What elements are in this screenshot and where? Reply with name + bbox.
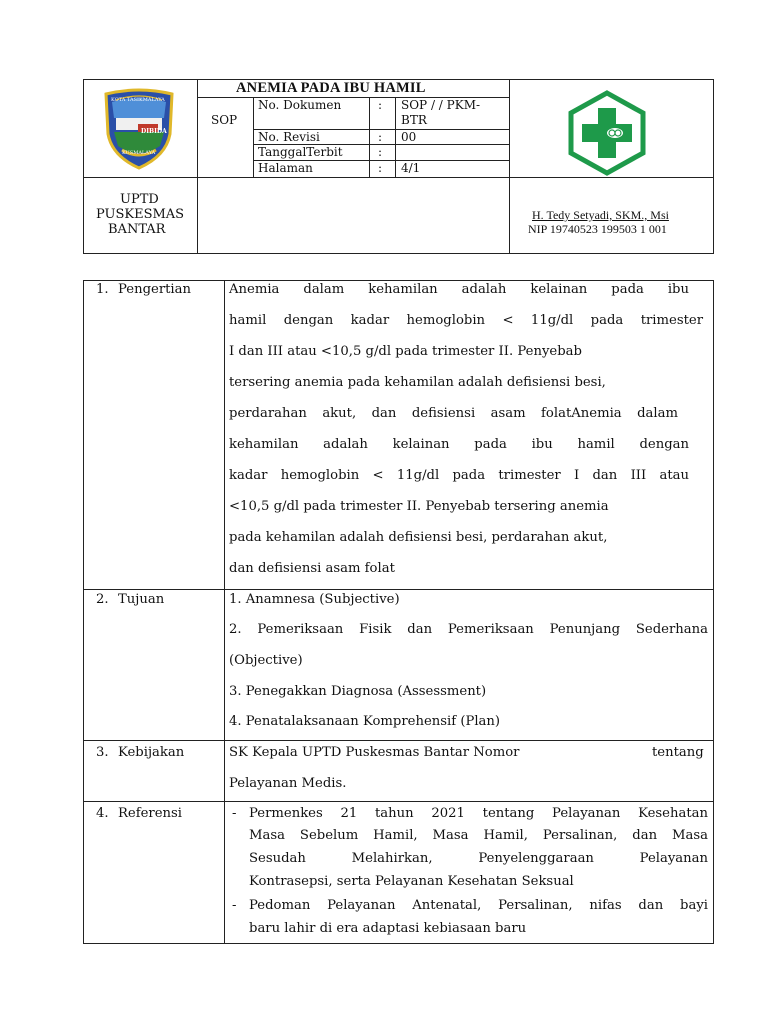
section-4-number: 4. <box>96 806 109 821</box>
paragraph-line: pada kehamilan adalah defisiensi besi, perdarahan akut, <box>229 530 608 545</box>
row-label-doc: No. Dokumen <box>258 98 342 112</box>
paragraph-line: dan defisiensi asam folat <box>229 561 395 576</box>
list-item: 1. Anamnesa (Subjective) <box>229 592 400 607</box>
signer-name: H. Tedy Setyadi, SKM., Msi <box>532 208 669 222</box>
row-label-halaman: Halaman <box>258 161 313 175</box>
list-item: (Objective) <box>229 653 303 668</box>
paragraph-line: <10,5 g/dl pada trimester II. Penyebab tersering anemia <box>229 499 609 514</box>
row-value-doc-line1: SOP / / PKM- <box>401 98 481 112</box>
reference-line: Permenkes 21 tahun 2021 tentang Pelayanan Kesehatan <box>249 806 708 821</box>
crest-mid-text: DIBIDA <box>141 128 167 135</box>
row-colon-halaman: : <box>378 161 383 175</box>
section-2-number: 2. <box>96 592 109 607</box>
reference-line: Masa Sebelum Hamil, Masa Hamil, Persalinan, dan Masa <box>249 828 708 843</box>
paragraph-line: kehamilan adalah kelainan pada ibu hamil dengan <box>229 437 689 452</box>
paragraph-line: I dan III atau <10,5 g/dl pada trimester II. Penyebab <box>229 344 582 359</box>
section-2-label: Tujuan <box>118 592 165 607</box>
policy-line-2: Pelayanan Medis. <box>229 776 347 791</box>
row-label-revisi: No. Revisi <box>258 130 320 144</box>
reference-line: Kontrasepsi, serta Pelayanan Kesehatan Seksual <box>249 874 574 889</box>
row-value-doc-line2: BTR <box>401 113 427 127</box>
list-item: 4. Penatalaksanaan Komprehensif (Plan) <box>229 714 501 729</box>
sop-label: SOP <box>211 113 238 127</box>
crest-bottom-text: KUSMALAYA <box>122 150 156 156</box>
policy-line-1-end: tentang <box>652 745 704 760</box>
paragraph-line: hamil dengan kadar hemoglobin < 11g/dl pada trimester <box>229 313 703 328</box>
section-1-label: Pengertian <box>118 282 192 297</box>
section-4-label: Referensi <box>118 806 183 821</box>
row-value-halaman: 4/1 <box>401 161 421 175</box>
row-colon-doc: : <box>378 98 383 112</box>
section-3-number: 3. <box>96 745 109 760</box>
org-line-3: BANTAR <box>108 222 166 237</box>
paragraph-line: kadar hemoglobin < 11g/dl pada trimester I dan III atau <box>229 468 689 483</box>
org-line-2: PUSKESMAS <box>96 207 185 222</box>
reference-bullet: - <box>232 898 237 913</box>
row-value-revisi: 00 <box>401 130 417 144</box>
signer-nip: NIP 19740523 199503 1 001 <box>528 222 667 236</box>
reference-line: baru lahir di era adaptasi kebiasaan baru <box>249 921 527 936</box>
paragraph-line: perdarahan akut, dan defisiensi asam folatAnemia dalam <box>229 406 678 421</box>
crest-top-text: KOTA TASIKMALAYA <box>111 97 165 103</box>
policy-line-1: SK Kepala UPTD Puskesmas Bantar Nomor <box>229 745 520 760</box>
reference-line: Pedoman Pelayanan Antenatal, Persalinan, nifas dan bayi <box>249 898 708 913</box>
document-title: ANEMIA PADA IBU HAMIL <box>236 80 426 96</box>
row-colon-tanggal: : <box>378 145 383 159</box>
reference-line: Sesudah Melahirkan, Penyelenggaraan Pelayanan <box>249 851 708 866</box>
puskesmas-logo <box>567 90 647 176</box>
list-item: 2. Pemeriksaan Fisik dan Pemeriksaan Penunjang Sederhana <box>229 622 708 637</box>
section-3-label: Kebijakan <box>118 745 185 760</box>
reference-bullet: - <box>232 806 237 821</box>
row-colon-revisi: : <box>378 130 383 144</box>
list-item: 3. Penegakkan Diagnosa (Assessment) <box>229 684 487 699</box>
paragraph-line: Anemia dalam kehamilan adalah kelainan pada ibu <box>229 282 689 297</box>
section-1-number: 1. <box>96 282 109 297</box>
row-label-tanggal: TanggalTerbit <box>258 145 343 159</box>
paragraph-line: tersering anemia pada kehamilan adalah defisiensi besi, <box>229 375 606 390</box>
org-line-1: UPTD <box>120 192 159 207</box>
